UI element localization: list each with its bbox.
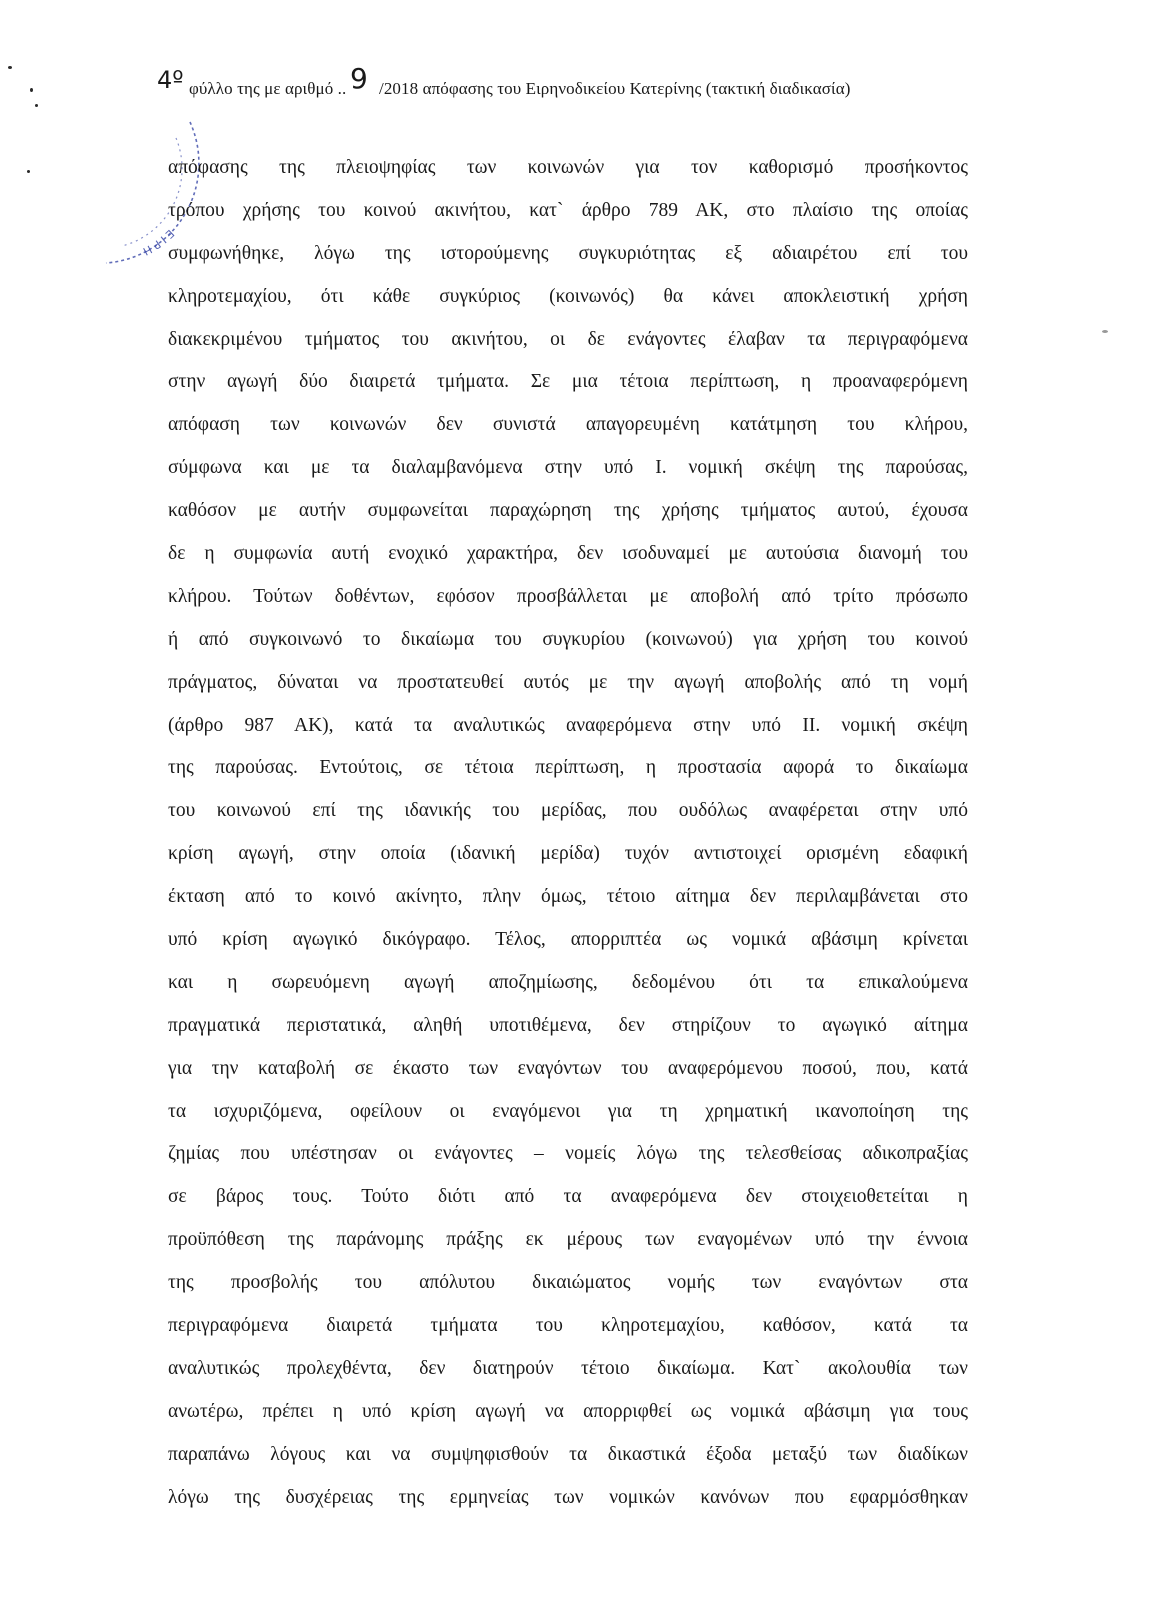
stamp-text: ΕΙΡΗ xyxy=(138,226,177,260)
judgment-body xyxy=(168,147,968,1520)
scan-speck xyxy=(30,88,33,92)
body-line: πράγματος, δύναται να προστατευθεί αυτός με την αγωγή αποβολής από τη νομή xyxy=(168,671,968,693)
body-line: ή από συγκοινωνό το δικαίωμα του συγκυρίου (κοινωνού) για χρήση του κοινού xyxy=(168,628,968,650)
body-line: συμφωνήθηκε, λόγω της ιστορούμενης συγκυριότητας εξ αδιαιρέτου επί του xyxy=(168,242,968,264)
body-line: απόφαση των κοινωνών δεν συνιστά απαγορευμένη κατάτμηση του κλήρου, xyxy=(168,414,968,436)
body-line: διακεκριμένου τμήματος του ακινήτου, οι δε ενάγοντες έλαβαν τα περιγραφόμενα xyxy=(168,328,968,350)
scan-speck xyxy=(27,170,30,173)
body-line: ζημίας που υπέστησαν οι ενάγοντες – νομείς λόγω της τελεσθείσας αδικοπραξίας xyxy=(168,1143,968,1165)
body-line: καθόσον με αυτήν συμφωνείται παραχώρηση της χρήσης τμήματος αυτού, έχουσα xyxy=(168,500,968,522)
body-line: σύμφωνα και με τα διαλαμβανόμενα στην υπό Ι. νομική σκέψη της παρούσας, xyxy=(168,457,968,479)
decision-number-handwritten: 9 xyxy=(350,62,368,95)
header-text-suffix: /2018 απόφασης του Ειρηνοδικείου Κατερίνης (τακτική διαδικασία) xyxy=(379,79,851,98)
body-line: υπό κρίση αγωγικό δικόγραφο. Τέλος, απορριπτέα ως νομικά αβάσιμη κρίνεται xyxy=(168,929,968,951)
body-line: στην αγωγή δύο διαιρετά τμήματα. Σε μια τέτοια περίπτωση, η προαναφερόμενη xyxy=(168,371,968,393)
body-line: λόγω της δυσχέρειας της ερμηνείας των νομικών κανόνων που εφαρμόσθηκαν xyxy=(168,1486,968,1508)
body-line: προϋπόθεση της παράνομης πράξης εκ μέρους των εναγομένων υπό την έννοια xyxy=(168,1229,968,1251)
body-line: κρίση αγωγή, στην οποία (ιδανική μερίδα) τυχόν αντιστοιχεί ορισμένη εδαφική xyxy=(168,843,968,865)
body-line: για την καταβολή σε έκαστο των εναγόντων του αναφερόμενου ποσού, που, κατά xyxy=(168,1057,968,1079)
body-line: αναλυτικώς προλεχθέντα, δεν διατηρούν τέτοιο δικαίωμα. Κατ` ακολουθία των xyxy=(168,1357,968,1379)
header-text-prefix: φύλλο της με αριθμό .. xyxy=(189,79,347,98)
body-line: απόφασης της πλειοψηφίας των κοινωνών για τον καθορισμό προσήκοντος xyxy=(168,157,968,178)
scan-speck xyxy=(35,104,38,107)
scan-speck xyxy=(1102,330,1108,333)
body-line: δε η συμφωνία αυτή ενοχικό χαρακτήρα, δεν ισοδυναμεί με αυτούσια διανομή του xyxy=(168,543,968,565)
body-line: κληροτεμαχίου, ότι κάθε συγκύριος (κοινωνός) θα κάνει αποκλειστική χρήση xyxy=(168,285,968,307)
body-line: έκταση από το κοινό ακίνητο, πλην όμως, τέτοιο αίτημα δεν περιλαμβάνεται στο xyxy=(168,886,968,908)
body-line: παραπάνω λόγους και να συμψηφισθούν τα δικαστικά έξοδα μεταξύ των διαδίκων xyxy=(168,1443,968,1465)
body-line: τρόπου χρήσης του κοινού ακινήτου, κατ` άρθρο 789 ΑΚ, στο πλαίσιο της οποίας xyxy=(168,199,968,221)
body-line: σε βάρος τους. Τούτο διότι από τα αναφερόμενα δεν στοιχειοθετείται η xyxy=(168,1186,968,1208)
body-line: ανωτέρω, πρέπει η υπό κρίση αγωγή να απορριφθεί ως νομικά αβάσιμη για τους xyxy=(168,1400,968,1422)
body-line: της προσβολής του απόλυτου δικαιώματος νομής των εναγόντων στα xyxy=(168,1272,968,1294)
body-line: κλήρου. Τούτων δοθέντων, εφόσον προσβάλλεται με αποβολή από τρίτο πρόσωπο xyxy=(168,585,968,607)
page-header xyxy=(157,62,957,112)
body-line: τα ισχυριζόμενα, οφείλουν οι εναγόμενοι για τη χρηματική ικανοποίηση της xyxy=(168,1100,968,1122)
body-line: (άρθρο 987 ΑΚ), κατά τα αναλυτικώς αναφερόμενα στην υπό ΙΙ. νομική σκέψη xyxy=(168,714,968,736)
body-line: και η σωρευόμενη αγωγή αποζημίωσης, δεδομένου ότι τα επικαλούμενα xyxy=(168,971,968,993)
body-line: περιγραφόμενα διαιρετά τμήματα του κληροτεμαχίου, καθόσον, κατά τα xyxy=(168,1315,968,1337)
scan-speck xyxy=(8,66,12,69)
body-line: πραγματικά περιστατικά, αληθή υποτιθέμενα, δεν στηρίζουν το αγωγικό αίτημα xyxy=(168,1014,968,1036)
body-line: του κοινωνού επί της ιδανικής του μερίδας, που ουδόλως αναφέρεται στην υπό xyxy=(168,800,968,822)
sheet-number-handwritten: 4º xyxy=(157,66,184,94)
body-line: της παρούσας. Εντούτοις, σε τέτοια περίπτωση, η προστασία αφορά το δικαίωμα xyxy=(168,757,968,779)
